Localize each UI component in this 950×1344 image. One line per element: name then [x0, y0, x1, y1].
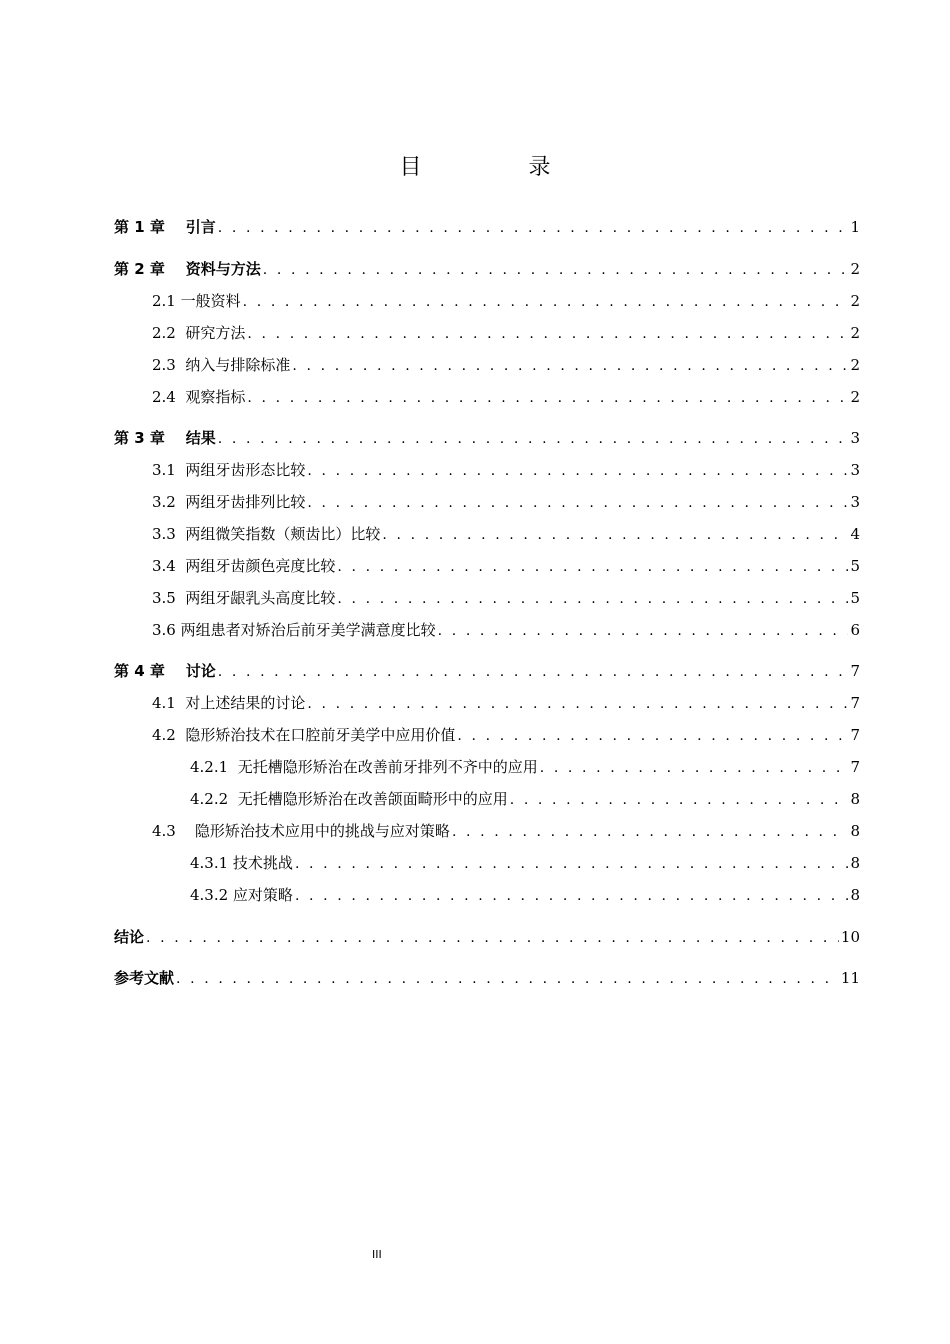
toc-entry-page: 8	[850, 854, 860, 872]
toc-entry-page: 4	[850, 525, 860, 543]
toc-leader-dots	[510, 792, 849, 808]
toc-entry-label: 4.2.2 无托槽隐形矫治在改善颌面畸形中的应用	[190, 790, 508, 808]
toc-entry-page: 3	[850, 493, 860, 511]
toc-entry-page: 11	[840, 969, 860, 987]
toc-leader-dots	[146, 930, 839, 946]
toc-entry-page: 5	[850, 557, 860, 575]
toc-entry-page: 7	[850, 726, 860, 744]
toc-leader-dots	[176, 971, 839, 987]
toc-leader-dots	[337, 591, 848, 607]
toc-leader-dots	[218, 431, 849, 447]
toc-entry-2-4[interactable]	[152, 386, 860, 410]
toc-leader-dots	[247, 390, 848, 406]
toc-entry-4-2[interactable]	[152, 724, 860, 748]
toc-entry-4-3[interactable]	[152, 820, 860, 844]
toc-entry-4-1[interactable]	[152, 692, 860, 716]
toc-entry-ch3[interactable]	[114, 427, 860, 451]
toc-entry-page: 3	[850, 429, 860, 447]
toc-entry-page: 5	[850, 589, 860, 607]
toc-leader-dots	[307, 495, 848, 511]
toc-leader-dots	[540, 760, 849, 776]
toc-entry-conclusion[interactable]	[114, 926, 860, 950]
toc-entry-page: 2	[850, 292, 860, 310]
toc-entry-2-3[interactable]	[152, 354, 860, 378]
toc-entry-page: 2	[850, 388, 860, 406]
toc-entry-label: 4.3 隐形矫治技术应用中的挑战与应对策略	[152, 822, 450, 840]
toc-entry-3-6[interactable]	[152, 619, 860, 643]
toc-entry-label: 3.4 两组牙齿颜色亮度比较	[152, 557, 336, 575]
toc-leader-dots	[295, 888, 849, 904]
toc-entry-label: 2.1 一般资料	[152, 292, 241, 310]
toc-entry-label: 第 2 章 资料与方法	[114, 260, 261, 278]
toc-entry-ch2[interactable]	[114, 258, 860, 282]
toc-title: 目 录	[399, 155, 601, 180]
toc-entry-page: 1	[850, 218, 860, 236]
toc-entry-page: 3	[850, 461, 860, 479]
toc-leader-dots	[218, 664, 849, 680]
toc-entry-label: 参考文献	[114, 969, 175, 987]
toc-leader-dots	[247, 326, 848, 342]
toc-entry-page: 2	[850, 356, 860, 374]
toc-entry-3-3[interactable]	[152, 523, 860, 547]
toc-entry-label: 2.3 纳入与排除标准	[152, 356, 291, 374]
toc-entry-page: 8	[850, 886, 860, 904]
toc-leader-dots	[337, 559, 848, 575]
toc-entry-page: 2	[850, 260, 860, 278]
toc-entry-3-1[interactable]	[152, 459, 860, 483]
toc-entry-page: 2	[850, 324, 860, 342]
toc-entry-label: 第 4 章 讨论	[114, 662, 216, 680]
toc-leader-dots	[307, 463, 848, 479]
toc-entry-3-4[interactable]	[152, 555, 860, 579]
toc-entry-2-2[interactable]	[152, 322, 860, 346]
toc-entry-label: 第 1 章 引言	[114, 218, 216, 236]
toc-entry-page: 7	[850, 662, 860, 680]
toc-leader-dots	[292, 358, 848, 374]
toc-entry-2-1[interactable]	[152, 290, 860, 314]
toc-entry-4-2-2[interactable]	[190, 788, 860, 812]
toc-leader-dots	[452, 824, 849, 840]
toc-entry-label: 3.2 两组牙齿排列比较	[152, 493, 306, 511]
toc-leader-dots	[295, 856, 849, 872]
toc-entry-label: 3.6 两组患者对矫治后前牙美学满意度比较	[152, 621, 436, 639]
toc-entry-ch4[interactable]	[114, 660, 860, 684]
toc-entry-label: 第 3 章 结果	[114, 429, 216, 447]
toc-entry-label: 4.3.2 应对策略	[190, 886, 293, 904]
toc-leader-dots	[218, 220, 849, 236]
toc-entry-page: 7	[850, 758, 860, 776]
toc-entry-page: 6	[850, 621, 860, 639]
toc-entry-page: 8	[850, 822, 860, 840]
page-number: III	[372, 1248, 382, 1261]
toc-entry-4-3-2[interactable]	[190, 884, 860, 908]
toc-entry-label: 3.3 两组微笑指数（颊齿比）比较	[152, 525, 381, 543]
toc-entry-label: 3.5 两组牙龈乳头高度比较	[152, 589, 336, 607]
toc-entry-label: 2.2 研究方法	[152, 324, 246, 342]
toc-leader-dots	[243, 294, 849, 310]
toc-entry-label: 4.3.1 技术挑战	[190, 854, 293, 872]
toc-entry-page: 8	[850, 790, 860, 808]
toc-entry-label: 2.4 观察指标	[152, 388, 246, 406]
toc-entry-label: 结论	[114, 928, 145, 946]
toc-leader-dots	[263, 262, 849, 278]
toc-entry-label: 4.2.1 无托槽隐形矫治在改善前牙排列不齐中的应用	[190, 758, 538, 776]
toc-entry-4-3-1[interactable]	[190, 852, 860, 876]
toc-entry-page: 7	[850, 694, 860, 712]
toc-entry-page: 10	[840, 928, 860, 946]
toc-entry-label: 4.2 隐形矫治技术在口腔前牙美学中应用价值	[152, 726, 456, 744]
toc-entry-ch1[interactable]	[114, 216, 860, 240]
toc-leader-dots	[307, 696, 848, 712]
toc-leader-dots	[382, 527, 848, 543]
toc-entry-references[interactable]	[114, 967, 860, 991]
toc-entry-label: 3.1 两组牙齿形态比较	[152, 461, 306, 479]
toc-entry-3-5[interactable]	[152, 587, 860, 611]
toc-entry-4-2-1[interactable]	[190, 756, 860, 780]
toc-leader-dots	[438, 623, 849, 639]
toc-entry-label: 4.1 对上述结果的讨论	[152, 694, 306, 712]
toc-entry-3-2[interactable]	[152, 491, 860, 515]
toc-leader-dots	[457, 728, 848, 744]
